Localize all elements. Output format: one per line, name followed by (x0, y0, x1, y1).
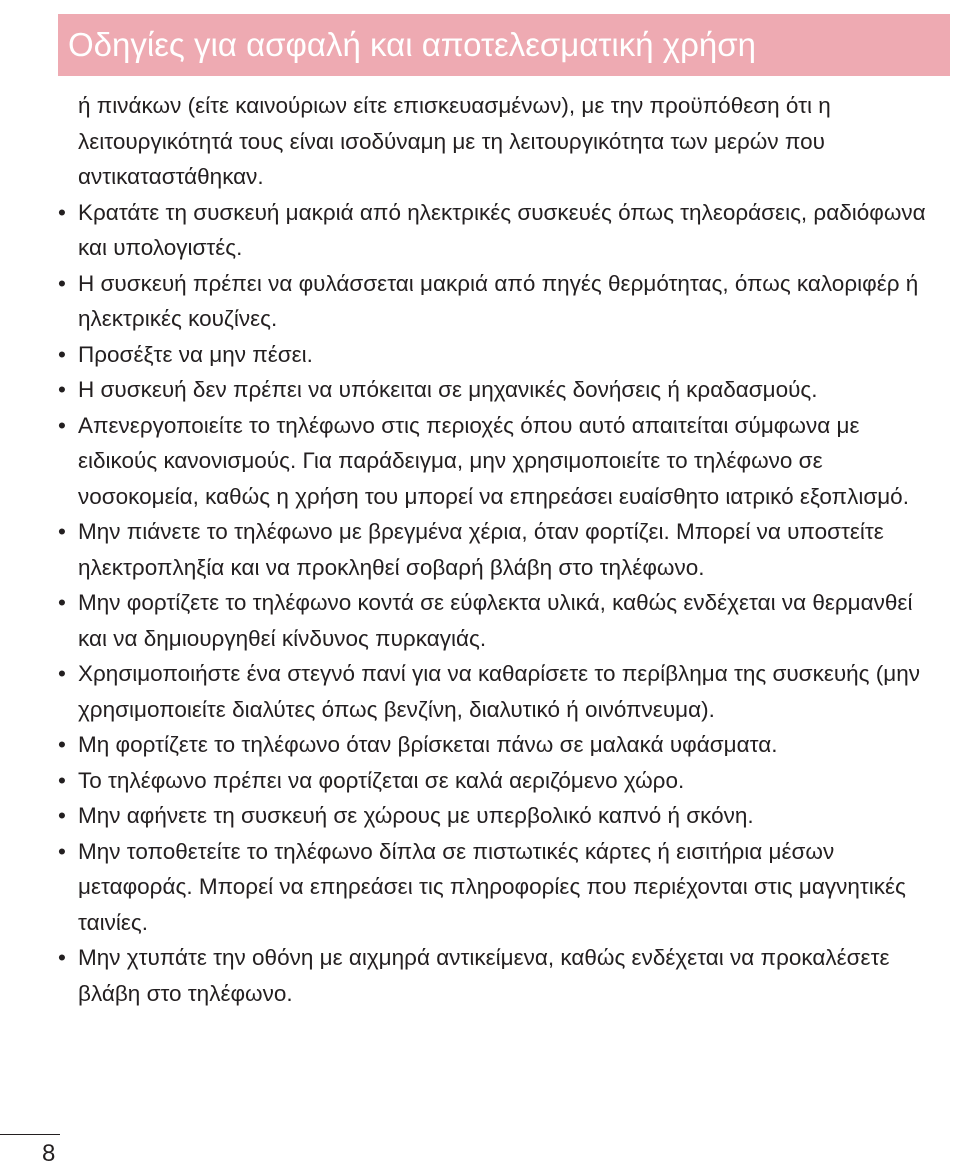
bullet-icon: • (58, 803, 66, 828)
safety-bullet-list (58, 195, 938, 1012)
list-item (58, 408, 938, 515)
list-item-text: Μην φορτίζετε το τηλέφωνο κοντά σε εύφλεκτα υλικά, καθώς ενδέχεται να θερμανθεί και να δημιουργηθεί κίνδυνος πυρκαγιάς. (78, 590, 913, 651)
list-item-text: Μην χτυπάτε την οθόνη με αιχμηρά αντικείμενα, καθώς ενδέχεται να προκαλέσετε βλάβη στο τηλέφωνο. (78, 945, 890, 1006)
list-item (58, 727, 938, 763)
list-item-text: Μη φορτίζετε το τηλέφωνο όταν βρίσκεται πάνω σε μαλακά υφάσματα. (78, 732, 778, 757)
bullet-icon: • (58, 767, 66, 793)
list-item (58, 798, 938, 834)
list-item-text: Μην αφήνετε τη συσκευή σε χώρους με υπερβολικό καπνό ή σκόνη. (78, 803, 754, 828)
bullet-icon: • (58, 945, 66, 970)
bullet-icon: • (58, 838, 66, 864)
bullet-icon: • (58, 270, 66, 296)
list-item (58, 940, 938, 1011)
list-item (58, 372, 938, 408)
section-title: Οδηγίες για ασφαλή και αποτελεσματική χρήση (68, 26, 756, 63)
list-item-text: Το τηλέφωνο πρέπει να φορτίζεται σε καλά αεριζόμενο χώρο. (78, 767, 685, 793)
list-item (58, 834, 938, 941)
list-item (58, 337, 938, 373)
page-content (58, 88, 938, 1011)
list-item (58, 585, 938, 656)
list-item (58, 195, 938, 266)
list-item-text: Κρατάτε τη συσκευή μακριά από ηλεκτρικές συσκευές όπως τηλεοράσεις, ραδιόφωνα και υπολογιστές. (78, 199, 926, 260)
footer-divider (0, 1134, 60, 1135)
list-item (58, 266, 938, 337)
bullet-icon: • (58, 341, 66, 367)
bullet-icon: • (58, 377, 66, 402)
list-item (58, 656, 938, 727)
list-item-text: Χρησιμοποιήστε ένα στεγνό πανί για να καθαρίσετε το περίβλημα της συσκευής (μην χρησιμοποιείτε διαλύτες όπως βενζίνη, διαλυτικό ή οινόπνευμα). (78, 661, 920, 722)
list-item-text: Μην πιάνετε το τηλέφωνο με βρεγμένα χέρια, όταν φορτίζει. Μπορεί να υποστείτε ηλεκτροπληξία και να προκληθεί σοβαρή βλάβη στο τηλέφωνο. (78, 519, 884, 580)
list-item (58, 514, 938, 585)
list-item (58, 763, 938, 799)
bullet-icon: • (58, 661, 66, 686)
bullet-icon: • (58, 412, 66, 438)
list-item-text: Απενεργοποιείτε το τηλέφωνο στις περιοχές όπου αυτό απαιτείται σύμφωνα με ειδικούς κανονισμούς. Για παράδειγμα, μην χρησιμοποιείτε το τηλέφωνο σε νοσοκομεία, καθώς η χρήση του μπορεί να επηρεάσει ευαίσθητο ιατρικό εξοπλισμό. (78, 412, 909, 509)
bullet-icon: • (58, 732, 66, 757)
intro-paragraph: ή πινάκων (είτε καινούριων είτε επισκευασμένων), με την προϋπόθεση ότι η λειτουργικότητά τους είναι ισοδύναμη με τη λειτουργικότητα των μερών που αντικαταστάθηκαν. (78, 93, 831, 189)
list-item-text: Η συσκευή δεν πρέπει να υπόκειται σε μηχανικές δονήσεις ή κραδασμούς. (78, 377, 818, 402)
page-number: 8 (42, 1140, 56, 1167)
bullet-icon: • (58, 590, 66, 615)
section-header-bar (58, 14, 950, 76)
bullet-icon: • (58, 199, 66, 225)
list-item-text: Η συσκευή πρέπει να φυλάσσεται μακριά από πηγές θερμότητας, όπως καλοριφέρ ή ηλεκτρικές κουζίνες. (78, 270, 919, 331)
list-item-text: Μην τοποθετείτε το τηλέφωνο δίπλα σε πιστωτικές κάρτες ή εισιτήρια μέσων μεταφοράς. Μπορεί να επηρεάσει τις πληροφορίες που περιέχονται στις μαγνητικές ταινίες. (78, 838, 906, 935)
bullet-icon: • (58, 519, 66, 544)
list-item-text: Προσέξτε να μην πέσει. (78, 341, 313, 367)
